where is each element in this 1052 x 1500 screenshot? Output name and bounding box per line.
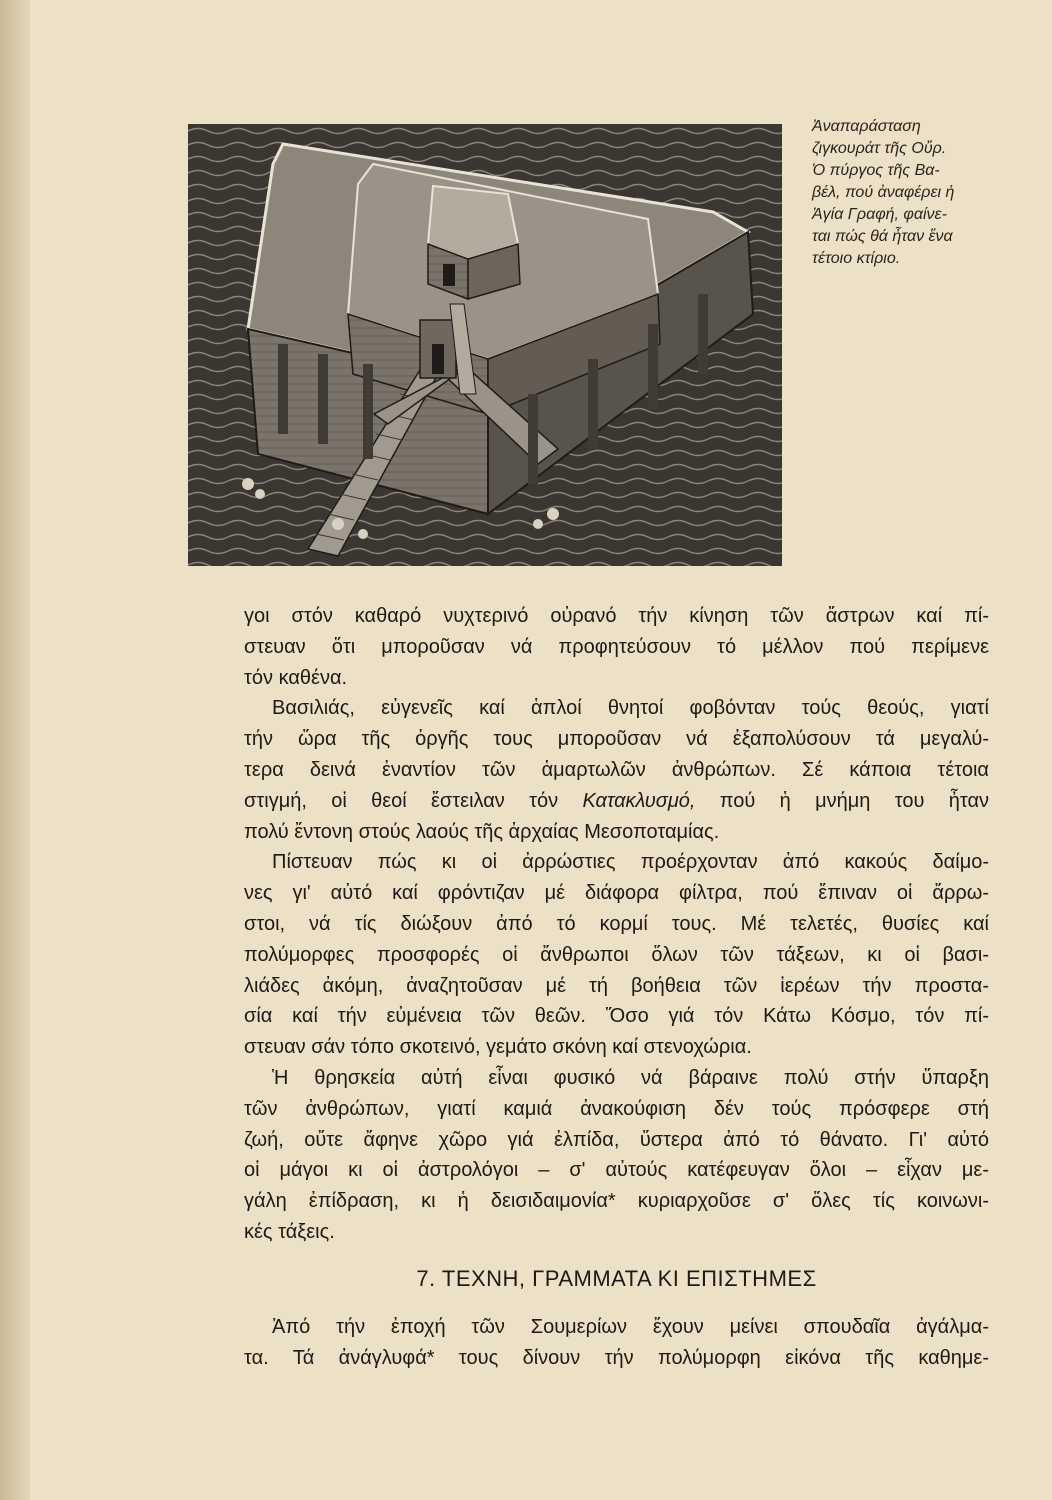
text-line: νες γι' αὐτό καί φρόντιζαν μέ διάφορα φίλτρα, πού ἔπιναν οἱ ἄρρω-: [244, 882, 989, 905]
figure-caption: [812, 116, 1002, 270]
caption-line: τέτοιο κτίριο.: [812, 250, 901, 267]
caption-line: βέλ, πού ἀναφέρει ἡ: [812, 184, 955, 201]
text-line: Πίστευαν πώς κι οἱ ἀρρώστιες προέρχονταν ἀπό κακούς δαίμο-: [272, 851, 989, 874]
section-heading: 7. ΤΕΧΝΗ, ΓΡΑΜΜΑΤΑ ΚΙ ΕΠΙΣΤΗΜΕΣ: [416, 1266, 817, 1291]
text-line: λιάδες ἀκόμη, ἀναζητοῦσαν μέ τή βοήθεια τῶν ἱερέων τήν προστα-: [244, 974, 989, 997]
text-line: τήν ὥρα τῆς ὀργῆς τους μποροῦσαν νά ἐξαπολύσουν τά μεγαλύ-: [244, 728, 989, 751]
text-line: στευαν σάν τόπο σκοτεινό, γεμάτο σκόνη καί στενοχώρια.: [244, 1036, 752, 1059]
body-text: [244, 601, 989, 1248]
text-line: τερα δεινά ἐναντίον τῶν ἁμαρτωλῶν ἀνθρώπων. Σέ κάποια τέτοια: [244, 758, 989, 781]
text-line: στοι, νά τίς διώξουν ἀπό τό κορμί τους. Μέ τελετές, θυσίες καί: [244, 912, 989, 935]
text-line: πολύ ἔντονη στούς λαούς τῆς ἀρχαίας Μεσοποταμίας.: [244, 820, 720, 843]
caption-line: Ὁ πύργος τῆς Βα-: [812, 162, 940, 179]
text-line: τόν καθένα.: [244, 666, 348, 689]
text-line: τῶν ἀνθρώπων, γιατί καμιά ἀνακούφιση δέν τούς πρόσφερε στή: [244, 1097, 989, 1120]
text-line: ζωή, οὔτε ἄφηνε χῶρο γιά ἐλπίδα, ὕστερα ἀπό τό θάνατο. Γι' αὐτό: [244, 1128, 989, 1151]
text-line: κές τάξεις.: [244, 1220, 335, 1243]
text-line: γάλη ἐπίδραση, κι ἡ δεισιδαιμονία* κυριαρχοῦσε σ' ὅλες τίς κοινωνι-: [244, 1190, 989, 1213]
text-line: Βασιλιάς, εὐγενεῖς καί ἁπλοί θνητοί φοβόνταν τούς θεούς, γιατί: [272, 697, 989, 720]
text-line: Ἡ θρησκεία αὐτή εἶναι φυσικό νά βάραινε πολύ στήν ὕπαρξη: [272, 1066, 989, 1089]
section-text: [244, 1312, 989, 1374]
text-line: Ἀπό τήν ἐποχή τῶν Σουμερίων ἔχουν μείνει σπουδαῖα ἀγάλμα-: [272, 1316, 989, 1338]
text-fragment: στιγμή, οἱ θεοί ἔστειλαν τόν: [244, 789, 559, 812]
caption-line: Ἁγία Γραφή, φαίνε-: [812, 206, 947, 223]
caption-line: Ἀναπαράσταση: [812, 118, 921, 135]
text-line: οἱ μάγοι κι οἱ ἀστρολόγοι – σ' αὐτούς κατέφευγαν ὅλοι – εἶχαν με-: [244, 1159, 989, 1182]
text-line-mixed: [244, 786, 989, 817]
italic-term: Κατακλυσμό,: [582, 789, 696, 812]
text-fragment: πού ἡ μνήμη του ἦταν: [719, 789, 990, 812]
caption-line: ζιγκουράτ τῆς Οὔρ.: [812, 140, 947, 157]
text-line: σία καί τήν εὐμένεια τῶν θεῶν. Ὅσο γιά τόν Κάτω Κόσμο, τόν πί-: [244, 1005, 989, 1028]
text-line: πολύμορφες προσφορές οἱ ἄνθρωποι ὅλων τῶν τάξεων, κι οἱ βασι-: [244, 943, 989, 966]
ziggurat-illustration: [188, 124, 782, 566]
caption-line: ται πώς θά ἦταν ἕνα: [812, 228, 953, 245]
text-line: γοι στόν καθαρό νυχτερινό οὐρανό τήν κίνηση τῶν ἄστρων καί πί-: [244, 605, 989, 627]
text-line: τα. Τά ἀνάγλυφά* τους δίνουν τήν πολύμορφη εἰκόνα τῆς καθημε-: [244, 1347, 989, 1369]
text-line: στευαν ὅτι μποροῦσαν νά προφητεύσουν τό μέλλον πού περίμενε: [244, 635, 989, 658]
page-edge: [0, 0, 30, 1500]
